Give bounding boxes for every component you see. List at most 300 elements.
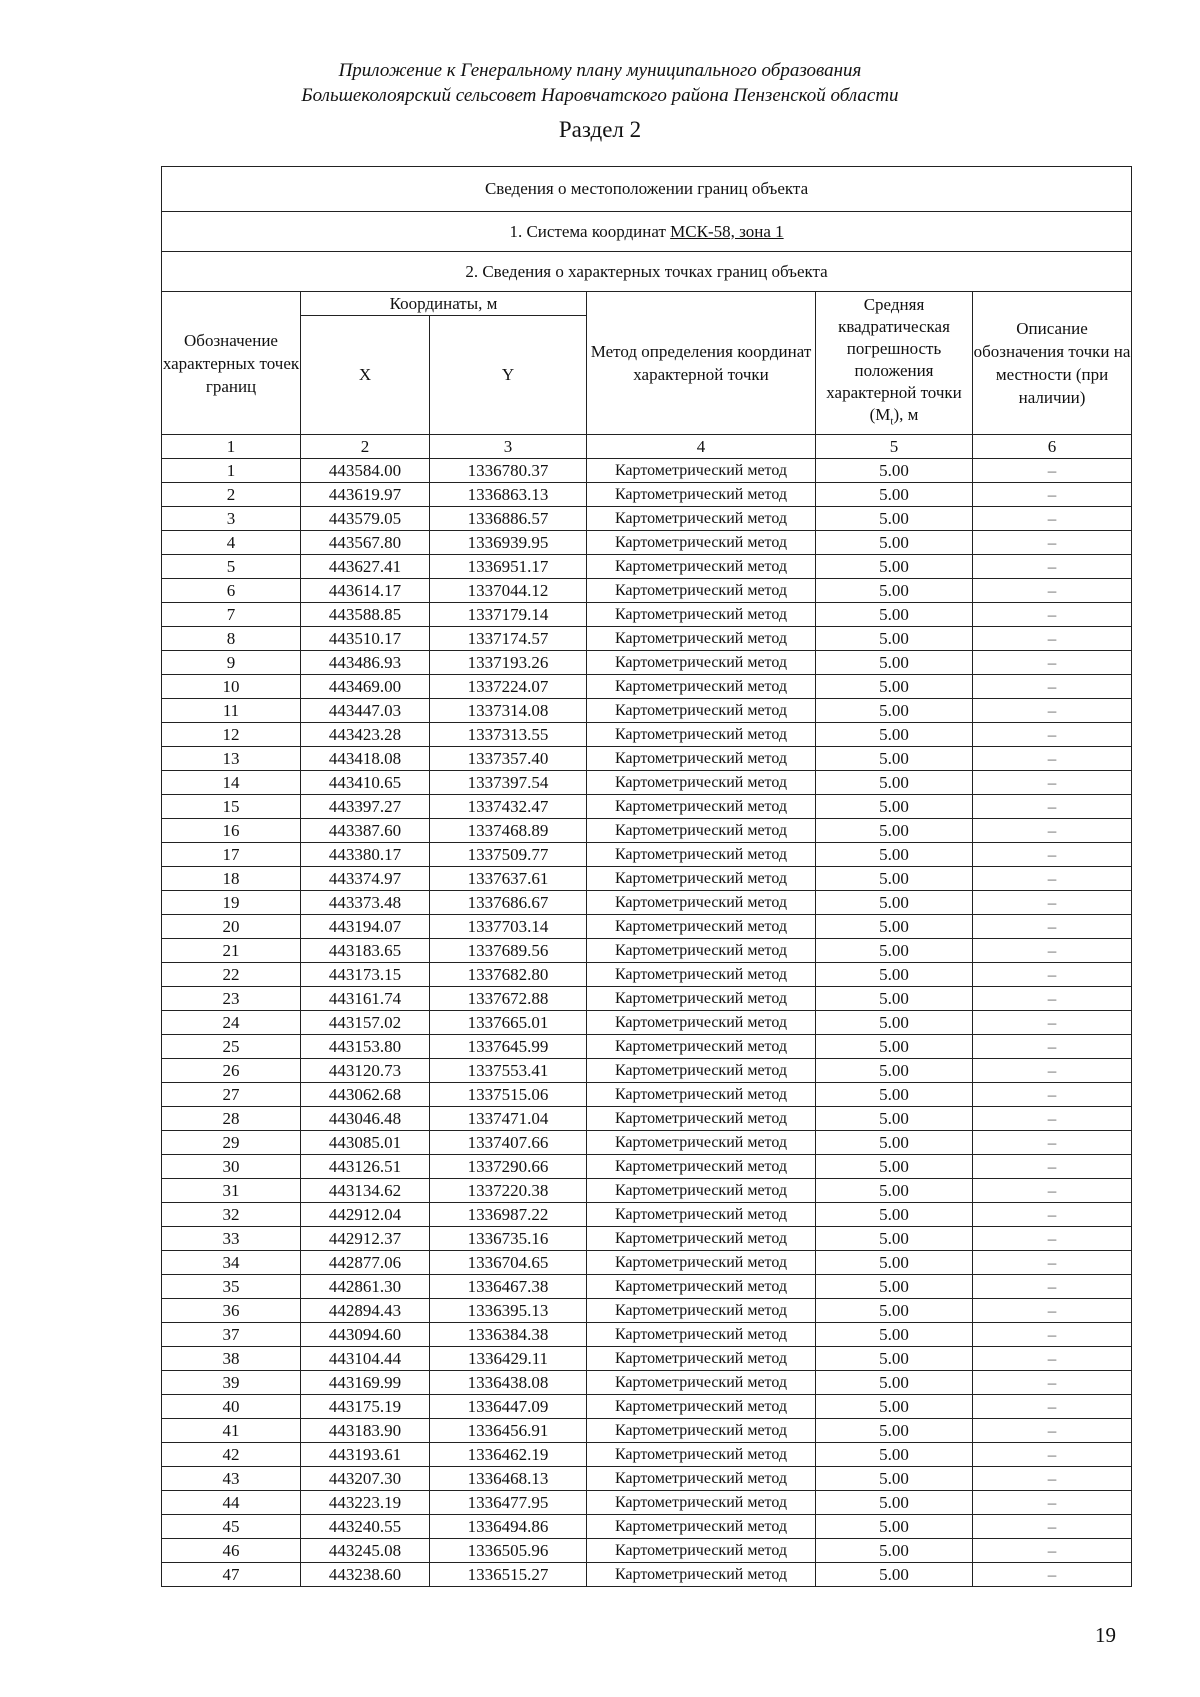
description: – <box>973 675 1132 699</box>
y-coordinate: 1337686.67 <box>430 891 587 915</box>
point-number: 33 <box>162 1227 301 1251</box>
table-row <box>162 1467 1132 1491</box>
description: – <box>973 1179 1132 1203</box>
y-coordinate: 1337689.56 <box>430 939 587 963</box>
table-row <box>162 555 1132 579</box>
point-number: 30 <box>162 1155 301 1179</box>
document-header <box>0 58 1200 108</box>
header-x: X <box>301 316 430 435</box>
method: Картометрический метод <box>587 555 816 579</box>
point-number: 40 <box>162 1395 301 1419</box>
x-coordinate: 443194.07 <box>301 915 430 939</box>
y-coordinate: 1337703.14 <box>430 915 587 939</box>
table-row <box>162 1227 1132 1251</box>
x-coordinate: 443373.48 <box>301 891 430 915</box>
error-value: 5.00 <box>816 699 973 723</box>
description: – <box>973 771 1132 795</box>
y-coordinate: 1337682.80 <box>430 963 587 987</box>
description: – <box>973 1227 1132 1251</box>
error-value: 5.00 <box>816 1299 973 1323</box>
method: Картометрический метод <box>587 1203 816 1227</box>
table-row <box>162 531 1132 555</box>
error-value: 5.00 <box>816 987 973 1011</box>
y-coordinate: 1336384.38 <box>430 1323 587 1347</box>
table-row <box>162 675 1132 699</box>
table-row <box>162 1539 1132 1563</box>
method: Картометрический метод <box>587 531 816 555</box>
description: – <box>973 1083 1132 1107</box>
table-row <box>162 1419 1132 1443</box>
error-value: 5.00 <box>816 867 973 891</box>
x-coordinate: 442912.04 <box>301 1203 430 1227</box>
y-coordinate: 1337665.01 <box>430 1011 587 1035</box>
description: – <box>973 915 1132 939</box>
method: Картометрический метод <box>587 1227 816 1251</box>
point-number: 36 <box>162 1299 301 1323</box>
column-number: 1 <box>162 435 301 459</box>
y-coordinate: 1337397.54 <box>430 771 587 795</box>
description: – <box>973 1371 1132 1395</box>
table-row <box>162 1059 1132 1083</box>
method: Картометрический метод <box>587 1347 816 1371</box>
point-number: 10 <box>162 675 301 699</box>
header-description: Описание обозначения точки на местности (при наличии) <box>973 292 1132 435</box>
error-value: 5.00 <box>816 747 973 771</box>
error-value: 5.00 <box>816 507 973 531</box>
method: Картометрический метод <box>587 459 816 483</box>
y-coordinate: 1337220.38 <box>430 1179 587 1203</box>
point-number: 4 <box>162 531 301 555</box>
description: – <box>973 747 1132 771</box>
method: Картометрический метод <box>587 723 816 747</box>
point-number: 2 <box>162 483 301 507</box>
description: – <box>973 1107 1132 1131</box>
method: Картометрический метод <box>587 987 816 1011</box>
y-coordinate: 1337290.66 <box>430 1155 587 1179</box>
y-coordinate: 1336467.38 <box>430 1275 587 1299</box>
x-coordinate: 443240.55 <box>301 1515 430 1539</box>
y-coordinate: 1337509.77 <box>430 843 587 867</box>
description: – <box>973 483 1132 507</box>
error-value: 5.00 <box>816 651 973 675</box>
point-number: 22 <box>162 963 301 987</box>
method: Картометрический метод <box>587 915 816 939</box>
description: – <box>973 867 1132 891</box>
error-value: 5.00 <box>816 459 973 483</box>
column-number: 6 <box>973 435 1132 459</box>
page-number: 19 <box>1095 1623 1116 1647</box>
table-row <box>162 1347 1132 1371</box>
point-number: 25 <box>162 1035 301 1059</box>
header-row-1 <box>162 292 1132 316</box>
x-coordinate: 443387.60 <box>301 819 430 843</box>
description: – <box>973 1491 1132 1515</box>
error-value: 5.00 <box>816 1515 973 1539</box>
point-number: 5 <box>162 555 301 579</box>
table-row <box>162 1491 1132 1515</box>
y-coordinate: 1336477.95 <box>430 1491 587 1515</box>
x-coordinate: 443619.97 <box>301 483 430 507</box>
y-coordinate: 1336447.09 <box>430 1395 587 1419</box>
table-row <box>162 1131 1132 1155</box>
x-coordinate: 442912.37 <box>301 1227 430 1251</box>
y-coordinate: 1337645.99 <box>430 1035 587 1059</box>
header-line-1: Приложение к Генеральному плану муниципального образования <box>338 60 862 81</box>
point-number: 21 <box>162 939 301 963</box>
description: – <box>973 1059 1132 1083</box>
point-number: 28 <box>162 1107 301 1131</box>
table-row <box>162 747 1132 771</box>
point-number: 18 <box>162 867 301 891</box>
error-value: 5.00 <box>816 1251 973 1275</box>
y-coordinate: 1337471.04 <box>430 1107 587 1131</box>
description: – <box>973 1203 1132 1227</box>
method: Картометрический метод <box>587 1419 816 1443</box>
y-coordinate: 1336987.22 <box>430 1203 587 1227</box>
y-coordinate: 1336951.17 <box>430 555 587 579</box>
point-number: 38 <box>162 1347 301 1371</box>
y-coordinate: 1336456.91 <box>430 1419 587 1443</box>
point-number: 41 <box>162 1419 301 1443</box>
y-coordinate: 1336429.11 <box>430 1347 587 1371</box>
table-row <box>162 1515 1132 1539</box>
method: Картометрический метод <box>587 771 816 795</box>
y-coordinate: 1336462.19 <box>430 1443 587 1467</box>
point-number: 6 <box>162 579 301 603</box>
table-row <box>162 843 1132 867</box>
method: Картометрический метод <box>587 507 816 531</box>
point-number: 12 <box>162 723 301 747</box>
error-value: 5.00 <box>816 483 973 507</box>
y-coordinate: 1337407.66 <box>430 1131 587 1155</box>
table-row <box>162 1011 1132 1035</box>
error-value: 5.00 <box>816 1491 973 1515</box>
point-number: 11 <box>162 699 301 723</box>
error-value: 5.00 <box>816 1419 973 1443</box>
description: – <box>973 1011 1132 1035</box>
error-value: 5.00 <box>816 1011 973 1035</box>
x-coordinate: 443207.30 <box>301 1467 430 1491</box>
table-row <box>162 1035 1132 1059</box>
x-coordinate: 443175.19 <box>301 1395 430 1419</box>
description: – <box>973 963 1132 987</box>
y-coordinate: 1336468.13 <box>430 1467 587 1491</box>
x-coordinate: 443169.99 <box>301 1371 430 1395</box>
method: Картометрический метод <box>587 1011 816 1035</box>
table-row <box>162 867 1132 891</box>
table-title: Сведения о местоположении границ объекта <box>162 167 1132 212</box>
column-number: 3 <box>430 435 587 459</box>
method: Картометрический метод <box>587 747 816 771</box>
description: – <box>973 555 1132 579</box>
y-coordinate: 1337468.89 <box>430 819 587 843</box>
table-row <box>162 987 1132 1011</box>
table-row <box>162 699 1132 723</box>
header-y: Y <box>430 316 587 435</box>
table-row <box>162 819 1132 843</box>
x-coordinate: 443486.93 <box>301 651 430 675</box>
point-number: 8 <box>162 627 301 651</box>
point-number: 27 <box>162 1083 301 1107</box>
error-value: 5.00 <box>816 1035 973 1059</box>
point-number: 34 <box>162 1251 301 1275</box>
method: Картометрический метод <box>587 1035 816 1059</box>
method: Картометрический метод <box>587 1491 816 1515</box>
point-number: 24 <box>162 1011 301 1035</box>
point-number: 9 <box>162 651 301 675</box>
point-number: 37 <box>162 1323 301 1347</box>
table-row <box>162 1563 1132 1587</box>
table-row <box>162 963 1132 987</box>
y-coordinate: 1337357.40 <box>430 747 587 771</box>
table-row <box>162 915 1132 939</box>
error-value: 5.00 <box>816 627 973 651</box>
header-error <box>816 292 973 435</box>
error-value: 5.00 <box>816 1179 973 1203</box>
y-coordinate: 1337515.06 <box>430 1083 587 1107</box>
method: Картометрический метод <box>587 699 816 723</box>
point-number: 19 <box>162 891 301 915</box>
y-coordinate: 1336886.57 <box>430 507 587 531</box>
method: Картометрический метод <box>587 891 816 915</box>
method: Картометрический метод <box>587 1467 816 1491</box>
error-value: 5.00 <box>816 1131 973 1155</box>
description: – <box>973 507 1132 531</box>
method: Картометрический метод <box>587 843 816 867</box>
description: – <box>973 1251 1132 1275</box>
description: – <box>973 723 1132 747</box>
y-coordinate: 1337193.26 <box>430 651 587 675</box>
coord-system-label: 1. Система координат <box>509 221 671 241</box>
method: Картометрический метод <box>587 579 816 603</box>
x-coordinate: 443046.48 <box>301 1107 430 1131</box>
description: – <box>973 819 1132 843</box>
method: Картометрический метод <box>587 1275 816 1299</box>
header-method: Метод определения координат характерной точки <box>587 292 816 435</box>
table-row <box>162 723 1132 747</box>
description: – <box>973 1419 1132 1443</box>
method: Картометрический метод <box>587 1323 816 1347</box>
y-coordinate: 1337432.47 <box>430 795 587 819</box>
method: Картометрический метод <box>587 1059 816 1083</box>
x-coordinate: 443447.03 <box>301 699 430 723</box>
y-coordinate: 1337553.41 <box>430 1059 587 1083</box>
table-row <box>162 1155 1132 1179</box>
description: – <box>973 795 1132 819</box>
x-coordinate: 443104.44 <box>301 1347 430 1371</box>
y-coordinate: 1337314.08 <box>430 699 587 723</box>
y-coordinate: 1337174.57 <box>430 627 587 651</box>
x-coordinate: 443120.73 <box>301 1059 430 1083</box>
error-value: 5.00 <box>816 795 973 819</box>
table-row <box>162 651 1132 675</box>
x-coordinate: 442861.30 <box>301 1275 430 1299</box>
description: – <box>973 1299 1132 1323</box>
x-coordinate: 443584.00 <box>301 459 430 483</box>
y-coordinate: 1336438.08 <box>430 1371 587 1395</box>
table-row <box>162 1371 1132 1395</box>
y-coordinate: 1336863.13 <box>430 483 587 507</box>
point-number: 13 <box>162 747 301 771</box>
method: Картометрический метод <box>587 1371 816 1395</box>
error-value: 5.00 <box>816 603 973 627</box>
x-coordinate: 443410.65 <box>301 771 430 795</box>
x-coordinate: 442877.06 <box>301 1251 430 1275</box>
method: Картометрический метод <box>587 1515 816 1539</box>
x-coordinate: 443157.02 <box>301 1011 430 1035</box>
point-number: 14 <box>162 771 301 795</box>
column-number-row <box>162 435 1132 459</box>
point-number: 46 <box>162 1539 301 1563</box>
boundary-points-table <box>161 166 1132 1587</box>
method: Картометрический метод <box>587 867 816 891</box>
table-row <box>162 891 1132 915</box>
y-coordinate: 1337672.88 <box>430 987 587 1011</box>
points-info-row <box>162 252 1132 292</box>
x-coordinate: 442894.43 <box>301 1299 430 1323</box>
description: – <box>973 1323 1132 1347</box>
y-coordinate: 1336780.37 <box>430 459 587 483</box>
error-value: 5.00 <box>816 1539 973 1563</box>
method: Картометрический метод <box>587 1299 816 1323</box>
point-number: 43 <box>162 1467 301 1491</box>
table-row <box>162 1323 1132 1347</box>
y-coordinate: 1336395.13 <box>430 1299 587 1323</box>
point-number: 47 <box>162 1563 301 1587</box>
error-value: 5.00 <box>816 963 973 987</box>
method: Картометрический метод <box>587 963 816 987</box>
error-value: 5.00 <box>816 1443 973 1467</box>
point-number: 23 <box>162 987 301 1011</box>
header-line-2: Большеколоярский сельсовет Наровчатского района Пензенской области <box>301 85 899 106</box>
table-row <box>162 1275 1132 1299</box>
error-value: 5.00 <box>816 843 973 867</box>
error-value: 5.00 <box>816 1467 973 1491</box>
error-value: 5.00 <box>816 1203 973 1227</box>
method: Картометрический метод <box>587 1443 816 1467</box>
x-coordinate: 443153.80 <box>301 1035 430 1059</box>
point-number: 15 <box>162 795 301 819</box>
x-coordinate: 443094.60 <box>301 1323 430 1347</box>
point-number: 45 <box>162 1515 301 1539</box>
header-error-text: Средняя квадратическая погрешность положения характерной точки $(M_t)$, м <box>826 294 962 428</box>
point-number: 17 <box>162 843 301 867</box>
description: – <box>973 843 1132 867</box>
table-row <box>162 1179 1132 1203</box>
table-row <box>162 771 1132 795</box>
x-coordinate: 443134.62 <box>301 1179 430 1203</box>
table-row <box>162 1395 1132 1419</box>
table-body <box>162 459 1132 1587</box>
description: – <box>973 1515 1132 1539</box>
method: Картометрический метод <box>587 939 816 963</box>
column-number: 5 <box>816 435 973 459</box>
method: Картометрический метод <box>587 603 816 627</box>
method: Картометрический метод <box>587 1155 816 1179</box>
description: – <box>973 891 1132 915</box>
error-value: 5.00 <box>816 891 973 915</box>
error-value: 5.00 <box>816 771 973 795</box>
table-row <box>162 603 1132 627</box>
description: – <box>973 1275 1132 1299</box>
x-coordinate: 443380.17 <box>301 843 430 867</box>
error-value: 5.00 <box>816 1107 973 1131</box>
x-coordinate: 443238.60 <box>301 1563 430 1587</box>
point-number: 7 <box>162 603 301 627</box>
table-row <box>162 483 1132 507</box>
point-number: 32 <box>162 1203 301 1227</box>
error-value: 5.00 <box>816 1395 973 1419</box>
table-row <box>162 1083 1132 1107</box>
point-number: 44 <box>162 1491 301 1515</box>
description: – <box>973 699 1132 723</box>
point-number: 20 <box>162 915 301 939</box>
header-designation: Обозначение характерных точек границ <box>162 292 301 435</box>
x-coordinate: 443126.51 <box>301 1155 430 1179</box>
x-coordinate: 443588.85 <box>301 603 430 627</box>
x-coordinate: 443469.00 <box>301 675 430 699</box>
x-coordinate: 443374.97 <box>301 867 430 891</box>
x-coordinate: 443245.08 <box>301 1539 430 1563</box>
description: – <box>973 1155 1132 1179</box>
error-value: 5.00 <box>816 1347 973 1371</box>
table-row <box>162 795 1132 819</box>
x-coordinate: 443567.80 <box>301 531 430 555</box>
x-coordinate: 443423.28 <box>301 723 430 747</box>
x-coordinate: 443173.15 <box>301 963 430 987</box>
x-coordinate: 443193.61 <box>301 1443 430 1467</box>
method: Картометрический метод <box>587 675 816 699</box>
error-value: 5.00 <box>816 723 973 747</box>
error-value: 5.00 <box>816 1371 973 1395</box>
method: Картометрический метод <box>587 483 816 507</box>
table-row <box>162 939 1132 963</box>
method: Картометрический метод <box>587 651 816 675</box>
description: – <box>973 651 1132 675</box>
description: – <box>973 1131 1132 1155</box>
y-coordinate: 1337313.55 <box>430 723 587 747</box>
error-value: 5.00 <box>816 1059 973 1083</box>
x-coordinate: 443510.17 <box>301 627 430 651</box>
x-coordinate: 443223.19 <box>301 1491 430 1515</box>
coord-system-value: МСК-58, зона 1 <box>670 221 784 241</box>
description: – <box>973 1563 1132 1587</box>
table-row <box>162 459 1132 483</box>
point-number: 1 <box>162 459 301 483</box>
description: – <box>973 1035 1132 1059</box>
point-number: 3 <box>162 507 301 531</box>
table-row <box>162 1251 1132 1275</box>
x-coordinate: 443183.90 <box>301 1419 430 1443</box>
description: – <box>973 531 1132 555</box>
method: Картометрический метод <box>587 1083 816 1107</box>
y-coordinate: 1337044.12 <box>430 579 587 603</box>
point-number: 31 <box>162 1179 301 1203</box>
point-number: 16 <box>162 819 301 843</box>
error-value: 5.00 <box>816 1083 973 1107</box>
x-coordinate: 443627.41 <box>301 555 430 579</box>
method: Картометрический метод <box>587 1251 816 1275</box>
y-coordinate: 1337179.14 <box>430 603 587 627</box>
error-value: 5.00 <box>816 1563 973 1587</box>
description: – <box>973 1395 1132 1419</box>
column-number: 2 <box>301 435 430 459</box>
error-value: 5.00 <box>816 939 973 963</box>
error-value: 5.00 <box>816 531 973 555</box>
y-coordinate: 1336494.86 <box>430 1515 587 1539</box>
y-coordinate: 1337637.61 <box>430 867 587 891</box>
table-title-row <box>162 167 1132 212</box>
